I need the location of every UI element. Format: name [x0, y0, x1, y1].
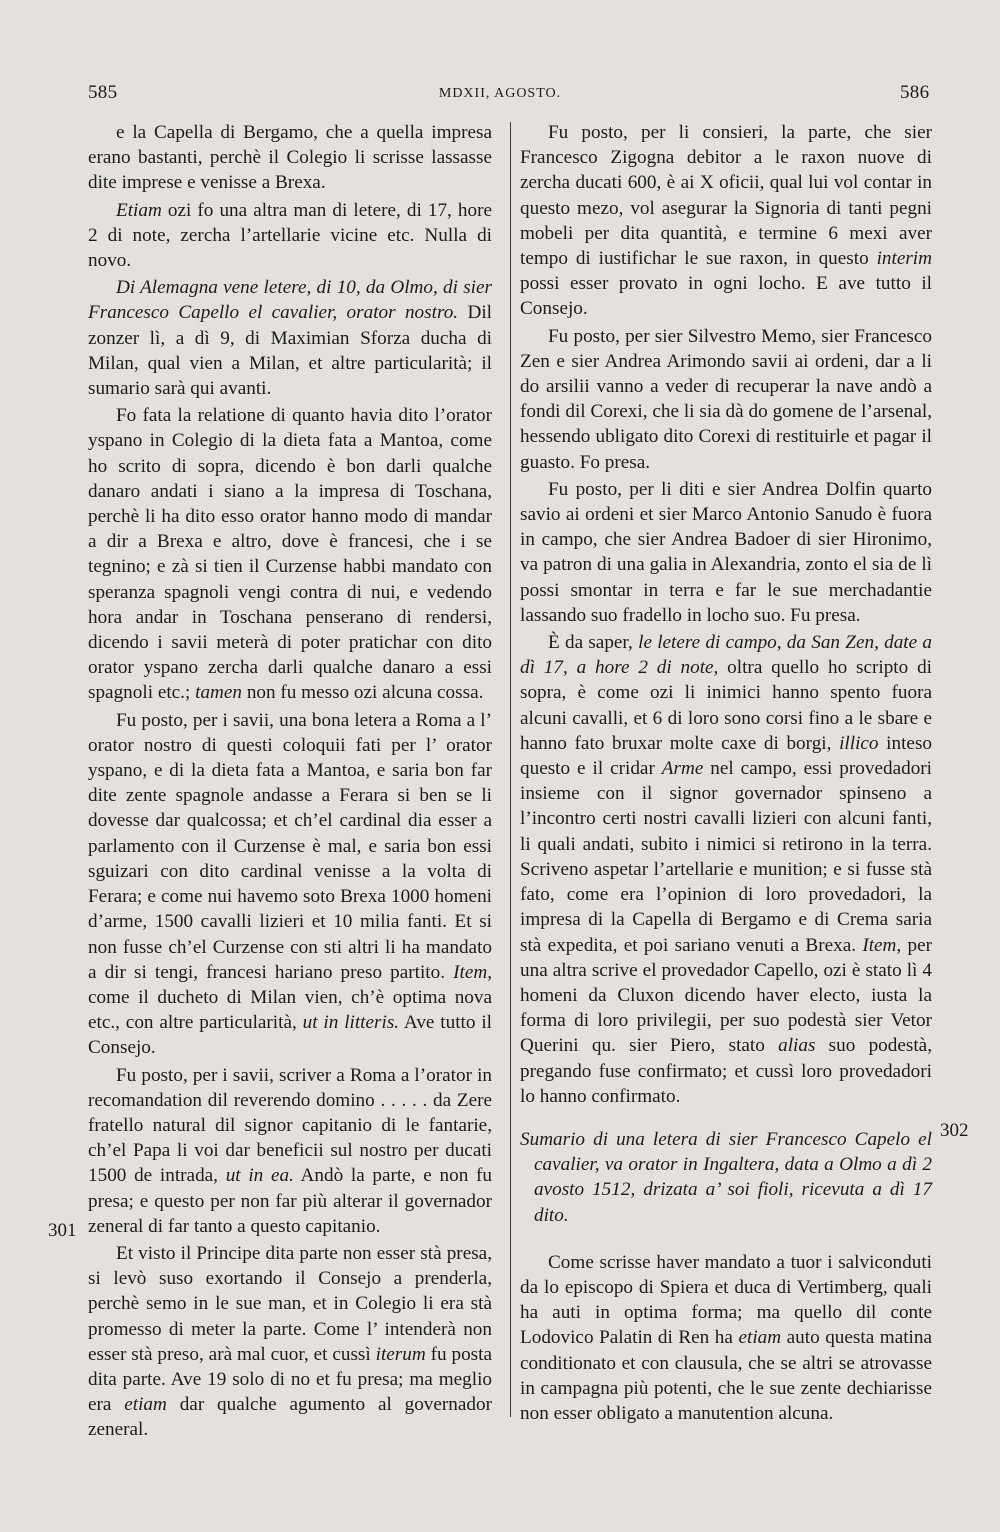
- paragraph: [88, 198, 492, 274]
- text-run: per una altra scrive el provedador Capello, ozi è stato lì 4 homeni da Cluxon dicendo haver electo, iusta la forma di loro privilegii, per suo podestà sier Vetor Querini qu. sier Piero, stato: [520, 934, 932, 1057]
- paragraph: [520, 630, 932, 1109]
- text-run: non fu messo ozi alcuna cossa.: [242, 682, 484, 704]
- paragraph: [88, 1063, 492, 1239]
- italic-text: le letere di campo, da San Zen, date a dì 17, a hore 2 di note,: [520, 632, 932, 679]
- right-column: [520, 120, 932, 1426]
- right-page-number: 586: [900, 82, 930, 103]
- text-run: È da saper,: [548, 632, 639, 654]
- paragraph: [88, 708, 492, 1061]
- text-run: Fu posto, per li diti e sier Andrea Dolfin quarto savio ai ordeni et sier Marco Antonio Sanudo è fuora in campo, che sier Andrea Badoer di sier Hironimo, va patron di una galia in Alexandria, zonto el sia de lì possi smontar in terra e far le sue merchadantie lassando suo fradello in locho suo. Fu presa.: [520, 478, 932, 626]
- summary-heading: [520, 1127, 932, 1228]
- margin-number-left: 301: [48, 1220, 77, 1241]
- text-run: Andò la parte, e non fu presa; e questo per non far più alterar il governador zeneral di far tanto a questo capitanio.: [88, 1165, 492, 1237]
- text-run: Fo fata la relatione di quanto havia dito l’orator yspano in Colegio di la dieta fata a Mantoa, come ho scrito di sopra, dicendo è bon darli qualche danaro andati i siano a la impresa di Toschana, perchè li ha dito esso orator hanno modo di mandar a dir a Brexa e altro, dove è francesi, che i se tegnino; e zà si tien il Curzense habbi mandato con speranza spagnoli vengi contra di nui, e vedendo hora andar in Toschana penserano di rendersi, dicendo i savii meterà di poter pratichar con dito orator yspano zercha darli qualche danaro a essi spagnoli etc.;: [88, 405, 492, 704]
- text-run: come il ducheto di Milan vien, ch’è optima nova etc., con altre particularità,: [88, 986, 492, 1034]
- running-head: MDXII, AGOSTO.: [438, 86, 562, 101]
- italic-text: illico: [839, 732, 879, 754]
- text-run: Ave tutto il Consejo.: [88, 1012, 492, 1059]
- text-run: auto questa matina conditionato et con clausula, che se altri se atrovasse in campagna più potenti, che le sue zente dechiarisse non esser obligato a manutention alcuna.: [520, 1327, 932, 1424]
- text-run: possi esser provato in ogni locho. E ave tutto il Consejo.: [520, 273, 932, 320]
- paragraph: [520, 1250, 932, 1426]
- paragraph: [88, 120, 492, 196]
- paragraph: [520, 324, 932, 475]
- italic-text: alias: [778, 1035, 816, 1057]
- italic-text: ut in litteris.: [302, 1012, 400, 1034]
- text-run: Dil zonzer lì, a dì 9, di Maximian Sforza ducha di Milan, qual vien a Milan, et altre particularità; il sumario sarà qui avanti.: [88, 302, 492, 400]
- text-run: fu posta dita parte. Ave 19 solo di no et fu presa; ma meglio era: [88, 1343, 492, 1416]
- column-divider: [510, 122, 511, 1417]
- text-run: inteso questo e il cridar: [520, 732, 932, 780]
- text-run: oltra quello ho scripto di sopra, è come ozi li inimici hanno spento fuora alcuni cavalli, et 6 di loro sono corsi fino a le sbare e hanno fato bruxar molte caxe di borgi,: [520, 657, 932, 754]
- italic-text: etiam: [738, 1327, 782, 1349]
- text-run: Fu posto, per i savii, scriver a Roma a l’orator in recomandation dil reverendo domino . . . . . da Zere fratello natural dil signor capitanio di le fantarie, ch’el Papa li voi dar beneficii sul nostro per ducati 1500 de intrada,: [88, 1064, 492, 1187]
- left-column: [88, 120, 492, 1443]
- text-run: Come scrisse haver mandato a tuor i salviconduti da lo episcopo di Spiera et duca di Vertimberg, quali ha auti in optima forma; ma quello dil conte Lodovico Palatin di Ren ha: [520, 1251, 932, 1349]
- text-run: nel campo, essi provedadori insieme con il signor governador spinseno a l’incontro certi nostri cavalli lizieri con alcuni fanti, li quali andati, subito i nimici si retirono in la terra. Scriveno aspetar l’artellarie e munition; e si fusse stà fato, come era l’opinion di loro provedadori, la impresa di la Capella di Bergamo e di Crema saria stà expedita, et poi sariano venuti a Brexa.: [520, 758, 933, 956]
- paragraph: [88, 1241, 492, 1443]
- paragraph: [520, 120, 932, 322]
- text-run: Fu posto, per li consieri, la parte, che sier Francesco Zigogna debitor a le raxon nuove di zercha ducati 600, è ai X oficii, qual lui vol contar in questo mezo, vol asegurar la Signoria di tanti pegni mobeli per dita quantità, e termine 6 mexi aver tempo di iustifichar le sue raxon, in questo: [520, 122, 932, 270]
- text-run: dar qualche agumento al governador zeneral.: [88, 1394, 492, 1441]
- italic-text: interim: [876, 248, 932, 270]
- italic-text: iterum: [375, 1343, 426, 1365]
- left-page-number: 585: [88, 82, 118, 103]
- text-run: e la Capella di Bergamo, che a quella impresa erano bastanti, perchè il Colegio li scrisse lassasse dite imprese e venisse a Brexa.: [88, 122, 492, 194]
- italic-text: Sumario di una letera di sier Francesco Capelo el cavalier, va orator in Ingaltera, data a Olmo a dì 2 avosto 1512, drizata a’ soi fioli, ricevuta a dì 17 dito.: [520, 1128, 932, 1226]
- italic-text: Item,: [453, 961, 492, 983]
- paragraph: [88, 403, 492, 705]
- italic-text: Arme: [661, 758, 704, 780]
- text-run: Fu posto, per sier Silvestro Memo, sier Francesco Zen e sier Andrea Arimondo savii ai ordeni, dar a li do arsilii vanno a veder di recuperar la nave andò a fondi dil Corexi, che li sia dà do gomene de l’arsenal, hessendo ubligato dito Corexi di restituirle et pagar il guasto. Fo presa.: [520, 325, 932, 473]
- paragraph: [520, 477, 932, 628]
- italic-text: tamen: [195, 682, 243, 704]
- italic-text: Item,: [862, 934, 902, 956]
- italic-text: Etiam: [116, 199, 162, 221]
- text-run: suo podestà, pregando fuse confirmato; et cussì loro provedadori lo hanno confirmato.: [520, 1035, 932, 1107]
- text-run: Fu posto, per i savii, una bona letera a Roma a l’ orator nostro di questi coloquii fati per l’ orator yspano, e di la dieta fata a Mantoa, e saria bon far dite zente spagnole andasse a Ferara si ben se li dovesse dar qualcossa; et ch’el cardinal dia esser a parlamento con il Curzense è mal, e saria bon essi sguizari con dito cardinal venisse a la volta di Ferara; e come nui havemo soto Brexa 1000 homeni d’arme, 1500 cavalli lizieri et 10 milia fanti. Et si non fusse ch’el Curzense con sti altri li ha mandato a dir si tengi, francesi hariano preso partito.: [88, 709, 492, 983]
- paragraph: [88, 275, 492, 401]
- italic-text: Di Alemagna vene letere, di 10, da Olmo, di sier Francesco Capello el cavalier, orator nostro.: [88, 277, 492, 324]
- margin-number-right: 302: [940, 1120, 969, 1141]
- italic-text: etiam: [124, 1394, 167, 1416]
- text-run: ozi fo una altra man di letere, di 17, hore 2 di note, zercha l’artellarie vicine etc. Nulla di novo.: [88, 199, 492, 272]
- italic-text: ut in ea.: [225, 1165, 294, 1187]
- text-run: Et visto il Principe dita parte non esser stà presa, si levò suso exortando il Consejo a prenderla, perchè semo in le sue man, et in Colegio li era stà promesso di meter la parte. Come l’ intenderà non esser stà preso, arà mal cuor, et cussì: [88, 1242, 492, 1365]
